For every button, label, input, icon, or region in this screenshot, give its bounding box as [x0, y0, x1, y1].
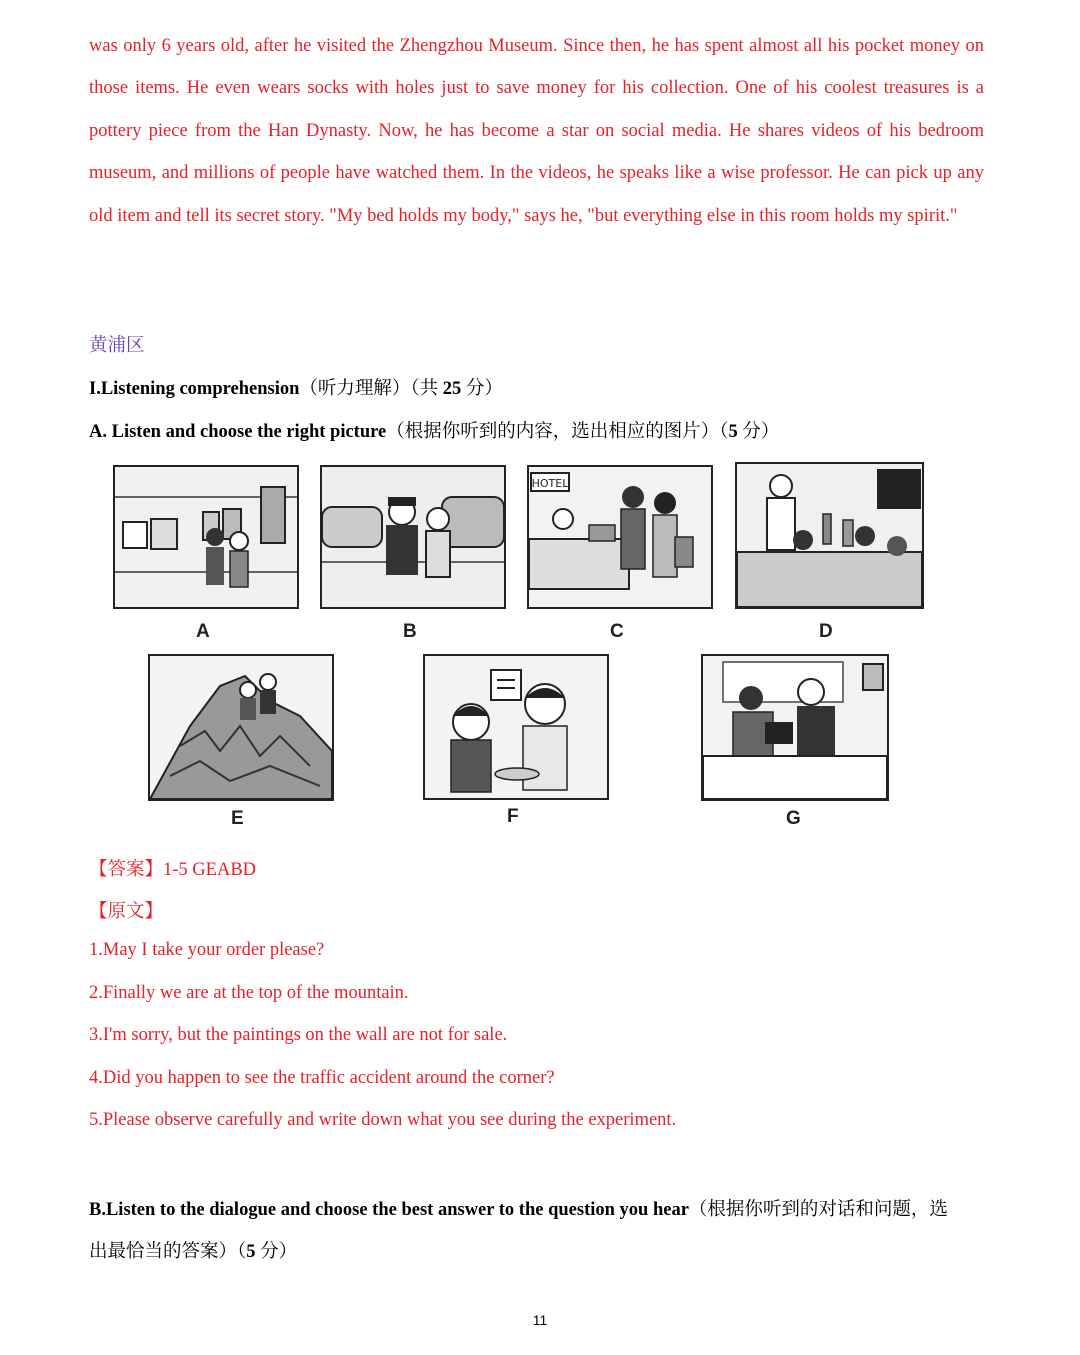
- restaurant-waiter-icon: [703, 656, 887, 799]
- picture-b: [320, 465, 506, 609]
- part-b-title-cn-1: （根据你听到的对话和问题，选: [688, 1200, 948, 1220]
- hotel-reception-icon: [529, 467, 711, 607]
- police-officer-icon: [322, 467, 504, 607]
- answer-line: [89, 855, 256, 881]
- part-b-title-cn-open: 出最恰当的答案）（: [89, 1242, 247, 1262]
- transcript-line-1: 1.May I take your order please?: [89, 940, 325, 960]
- picture-a-label: A: [196, 621, 210, 642]
- answer-tag: 【答案】: [89, 860, 164, 880]
- section-one-title: [89, 374, 503, 400]
- transcript-line-4: 4.Did you happen to see the traffic accident around the corner?: [89, 1068, 555, 1088]
- picture-a: [113, 465, 299, 609]
- section-one-title-cn-open: （听力理解）（共: [299, 379, 443, 399]
- part-b-title-en: B.Listen to the dialogue and choose the best answer to the question you hear: [89, 1200, 689, 1220]
- district-heading: 黄浦区: [89, 336, 145, 356]
- part-b-title-line-2: [89, 1237, 297, 1263]
- picture-f-label: F: [507, 806, 519, 827]
- part-a-title-cn-close: 分）: [737, 422, 780, 442]
- mountain-climbers-icon: [150, 656, 332, 799]
- intro-paragraph: was only 6 years old, after he visited the Zhengzhou Museum. Since then, he has spent almost all his pocket money on those items. He even wears socks with holes just to save money for his collection. One of his coolest treasures is a pottery piece from the Han Dynasty. Now, he has become a star on social media. He shares videos of his bedroom museum, and millions of people have watched them. In the videos, he speaks like a wise professor. He can pick up any old item and tell its secret story. "My bed holds my body," says he, "but everything else in this room holds my spirit.": [89, 36, 984, 226]
- part-b-score: 5: [246, 1242, 256, 1262]
- picture-e-label: E: [231, 808, 244, 829]
- picture-c-label: C: [610, 621, 624, 642]
- picture-g-label: G: [786, 808, 801, 829]
- picture-c: [527, 465, 713, 609]
- picture-e: [148, 654, 334, 801]
- picture-d-label: D: [819, 621, 833, 642]
- transcript-line-5: 5.Please observe carefully and write down what you see during the experiment.: [89, 1110, 677, 1130]
- picture-d: [735, 462, 924, 609]
- part-a-title: [89, 417, 779, 443]
- transcript-line-2: 2.Finally we are at the top of the mountain.: [89, 983, 409, 1003]
- section-one-score: 25: [442, 379, 462, 399]
- picture-g: [701, 654, 889, 801]
- picture-b-label: B: [403, 621, 417, 642]
- answer-text: 1-5 GEABD: [163, 860, 257, 880]
- science-lab-icon: [737, 464, 922, 607]
- art-gallery-icon: [115, 467, 297, 607]
- section-one-title-cn-close: 分）: [461, 379, 503, 399]
- part-a-title-cn-open: （根据你听到的内容，选出相应的图片）（: [386, 422, 729, 442]
- picture-f: [423, 654, 609, 800]
- section-one-title-en: I.Listening comprehension: [89, 379, 300, 399]
- hotel-sign-text: HOTEL: [531, 477, 569, 490]
- page-number: 11: [532, 1312, 548, 1328]
- part-b-title-cn-close: 分）: [255, 1242, 298, 1262]
- transcript-line-3: 3.I'm sorry, but the paintings on the wall are not for sale.: [89, 1025, 508, 1045]
- transcript-tag: 【原文】: [89, 902, 164, 922]
- part-a-score: 5: [728, 422, 738, 442]
- part-b-title-line-1: [89, 1195, 948, 1221]
- injured-boy-icon: [425, 656, 607, 798]
- part-a-title-en: A. Listen and choose the right picture: [89, 422, 387, 442]
